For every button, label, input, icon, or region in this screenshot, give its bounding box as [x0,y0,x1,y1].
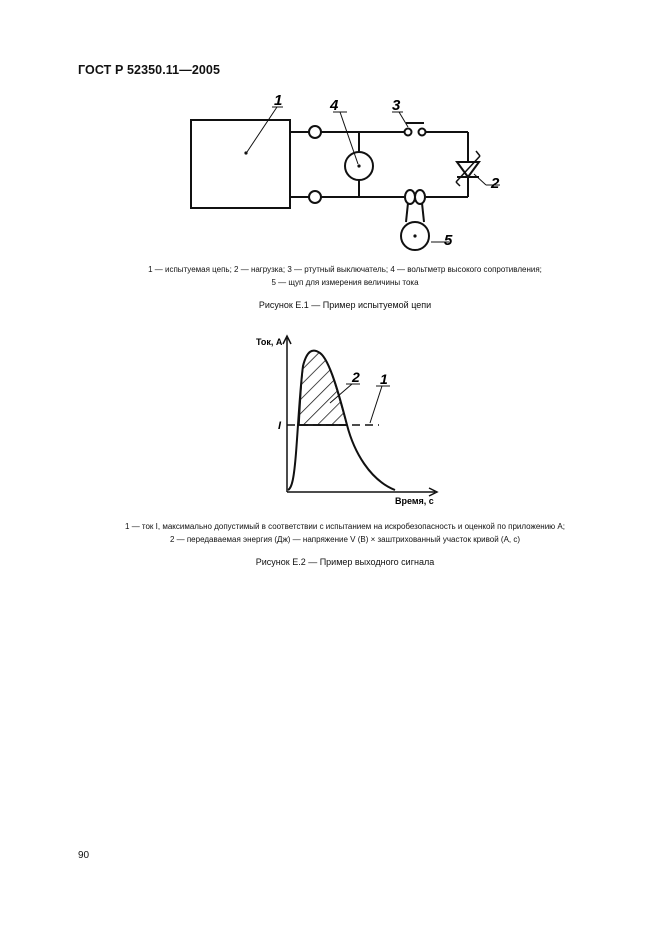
label-5: 5 [444,232,453,249]
x-axis-label: Время, с [395,496,434,506]
current-level-label: I [278,420,282,432]
output-signal-diagram [230,328,450,513]
label-2: 2 [491,175,500,192]
figure1-legend-line1: 1 — испытуемая цепь; 2 — нагрузка; 3 — ртутный выключатель; 4 — вольтметр высокого сопротивления; [148,265,542,274]
hatched-energy-area [299,351,347,425]
circuit-diagram [170,90,510,260]
terminal-bottom [309,191,321,203]
label-4: 4 [330,97,339,114]
label-3: 3 [392,97,401,114]
figure2-caption: Рисунок Е.2 — Пример выходного сигнала [255,557,435,567]
figure1-caption: Рисунок Е.1 — Пример испытуемой цепи [258,300,432,310]
figure1-legend-line2: 5 — щуп для измерения величины тока [271,278,419,287]
mercury-switch-contact-left [405,129,412,136]
terminal-top [309,126,321,138]
curve-label-1: 1 [380,371,388,387]
curve-label-2: 2 [352,369,360,385]
tested-circuit-box [191,120,290,208]
figure2-legend-line2: 2 — передаваемая энергия (Дж) — напряжение V (В) × заштрихованный участок кривой (А, с) [169,535,521,544]
mercury-switch-contact-right [419,129,426,136]
figure2-legend-line1: 1 — ток I, максимально допустимый в соответствии с испытанием на искробезопасность и оценкой по приложению А; [125,522,565,531]
y-axis-label: Ток, А [256,337,283,347]
page-number: 90 [78,850,90,861]
document-header: ГОСТ Р 52350.11—2005 [78,63,221,77]
label-1: 1 [274,92,283,109]
